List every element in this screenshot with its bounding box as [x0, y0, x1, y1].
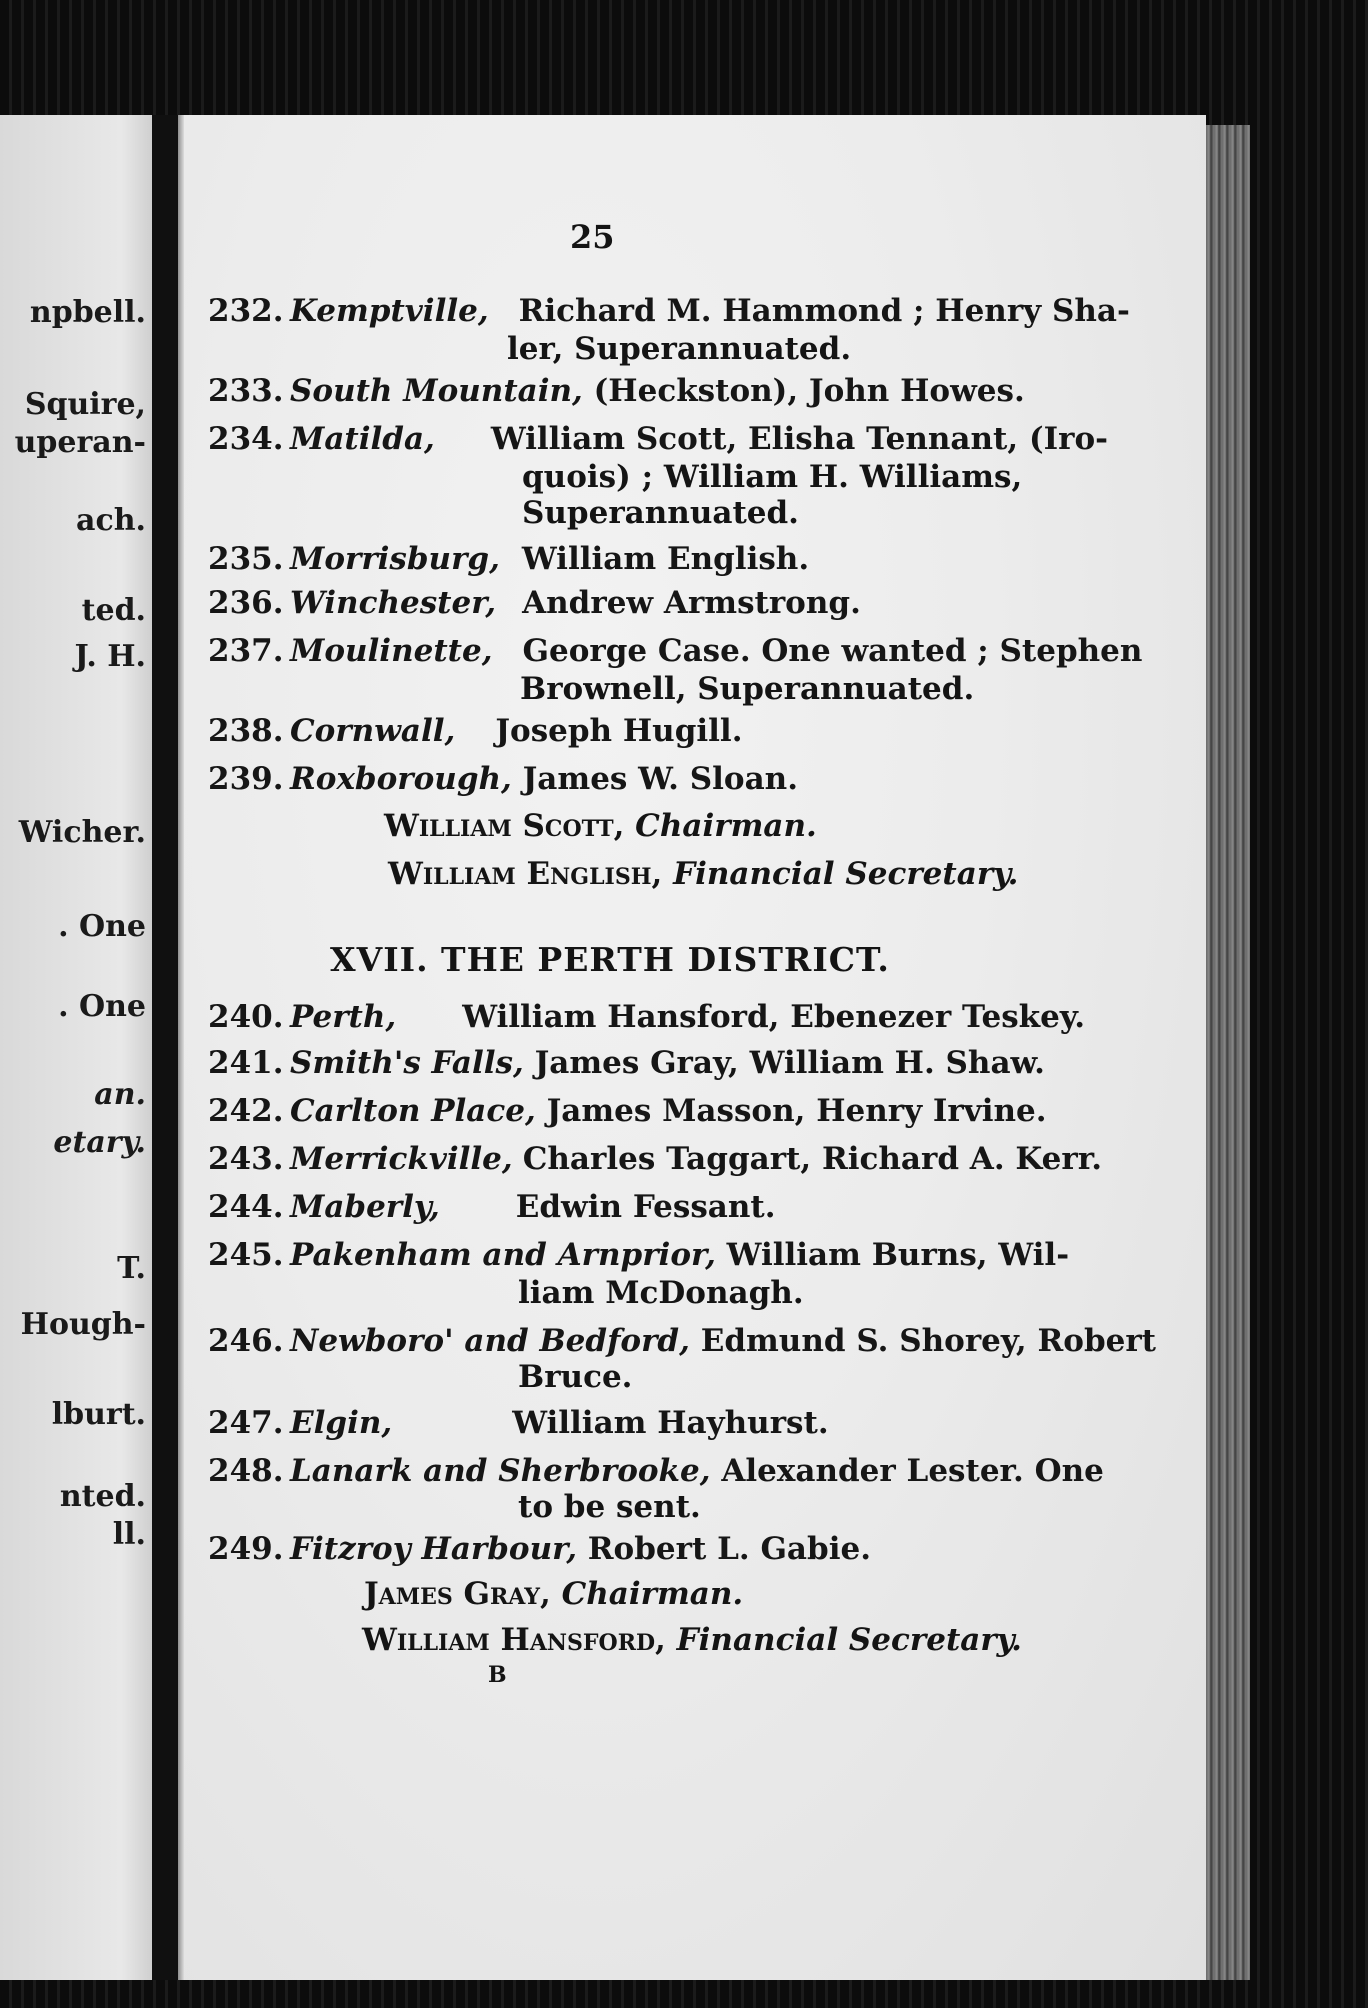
- entry-234-continuation: Superannuated.: [522, 495, 799, 531]
- entry-236: 236. Winchester, Andrew Armstrong.: [208, 585, 861, 621]
- left-margin-fragment: Hough-: [20, 1307, 146, 1342]
- left-margin-fragment: an.: [94, 1077, 146, 1112]
- chairman-signature-xvii: James Gray, Chairman.: [364, 1576, 744, 1612]
- entry-248: 248. Lanark and Sherbrooke, Alexander Lester. One: [208, 1453, 1104, 1489]
- entry-238: 238. Cornwall, Joseph Hugill.: [208, 713, 743, 749]
- entry-233: 233. South Mountain, (Heckston), John Howes.: [208, 373, 1025, 409]
- left-margin-fragment: ach.: [76, 503, 146, 538]
- entry-245-continuation: liam McDonagh.: [518, 1275, 804, 1311]
- entry-247: 247. Elgin, William Hayhurst.: [208, 1405, 829, 1441]
- secretary-signature-xvii: William Hansford, Financial Secretary.: [362, 1622, 1022, 1658]
- left-page-edge: [0, 115, 152, 1980]
- page-stack-edge: [1206, 125, 1250, 1980]
- left-margin-fragment: uperan-: [14, 425, 146, 460]
- left-margin-fragment: J. H.: [74, 639, 146, 674]
- entry-237: 237. Moulinette, George Case. One wanted ; Stephen: [208, 633, 1143, 669]
- left-margin-fragment: . One: [58, 989, 146, 1024]
- entry-241: 241. Smith's Falls, James Gray, William H. Shaw.: [208, 1045, 1045, 1081]
- entry-245: 245. Pakenham and Arnprior, William Burns, Wil-: [208, 1237, 1070, 1273]
- left-margin-fragment: lburt.: [51, 1397, 146, 1432]
- entry-242: 242. Carlton Place, James Masson, Henry Irvine.: [208, 1093, 1047, 1129]
- left-margin-fragment: Squire,: [24, 387, 146, 422]
- entry-234-continuation: quois) ; William H. Williams,: [522, 459, 1023, 495]
- left-margin-fragment: ted.: [81, 593, 146, 628]
- secretary-signature-xvi: William English, Financial Secretary.: [388, 856, 1019, 892]
- book-gutter: [152, 115, 178, 1980]
- left-margin-fragment: ll.: [112, 1517, 146, 1552]
- left-margin-fragment: npbell.: [29, 295, 146, 330]
- entry-240: 240. Perth, William Hansford, Ebenezer Teskey.: [208, 999, 1086, 1035]
- district-heading: XVII. THE PERTH DISTRICT.: [330, 940, 890, 979]
- entry-235: 235. Morrisburg, William English.: [208, 541, 810, 577]
- entry-237-continuation: Brownell, Superannuated.: [520, 671, 975, 707]
- left-margin-fragment: etary.: [53, 1125, 146, 1160]
- left-margin-fragment: nted.: [59, 1479, 146, 1514]
- entry-232-continuation: ler, Superannuated.: [507, 331, 852, 367]
- entry-243: 243. Merrickville, Charles Taggart, Richard A. Kerr.: [208, 1141, 1103, 1177]
- entry-248-continuation: to be sent.: [518, 1489, 701, 1525]
- chairman-signature-xvi: William Scott, Chairman.: [384, 808, 817, 844]
- left-margin-fragment: T.: [117, 1251, 146, 1286]
- entry-246: 246. Newboro' and Bedford, Edmund S. Shorey, Robert: [208, 1323, 1157, 1359]
- printer-signature-mark: B: [488, 1662, 507, 1688]
- entry-244: 244. Maberly, Edwin Fessant.: [208, 1189, 776, 1225]
- left-margin-fragment: . One: [58, 909, 146, 944]
- entry-234: 234. Matilda, William Scott, Elisha Tennant, (Iro-: [208, 421, 1108, 457]
- entry-239: 239. Roxborough, James W. Sloan.: [208, 761, 798, 797]
- page-number: 25: [570, 218, 615, 256]
- left-margin-fragment: Wicher.: [18, 815, 146, 850]
- entry-232: 232. Kemptville, Richard M. Hammond ; Henry Sha-: [208, 293, 1130, 329]
- entry-249: 249. Fitzroy Harbour, Robert L. Gabie.: [208, 1531, 871, 1567]
- entry-246-continuation: Bruce.: [518, 1359, 633, 1395]
